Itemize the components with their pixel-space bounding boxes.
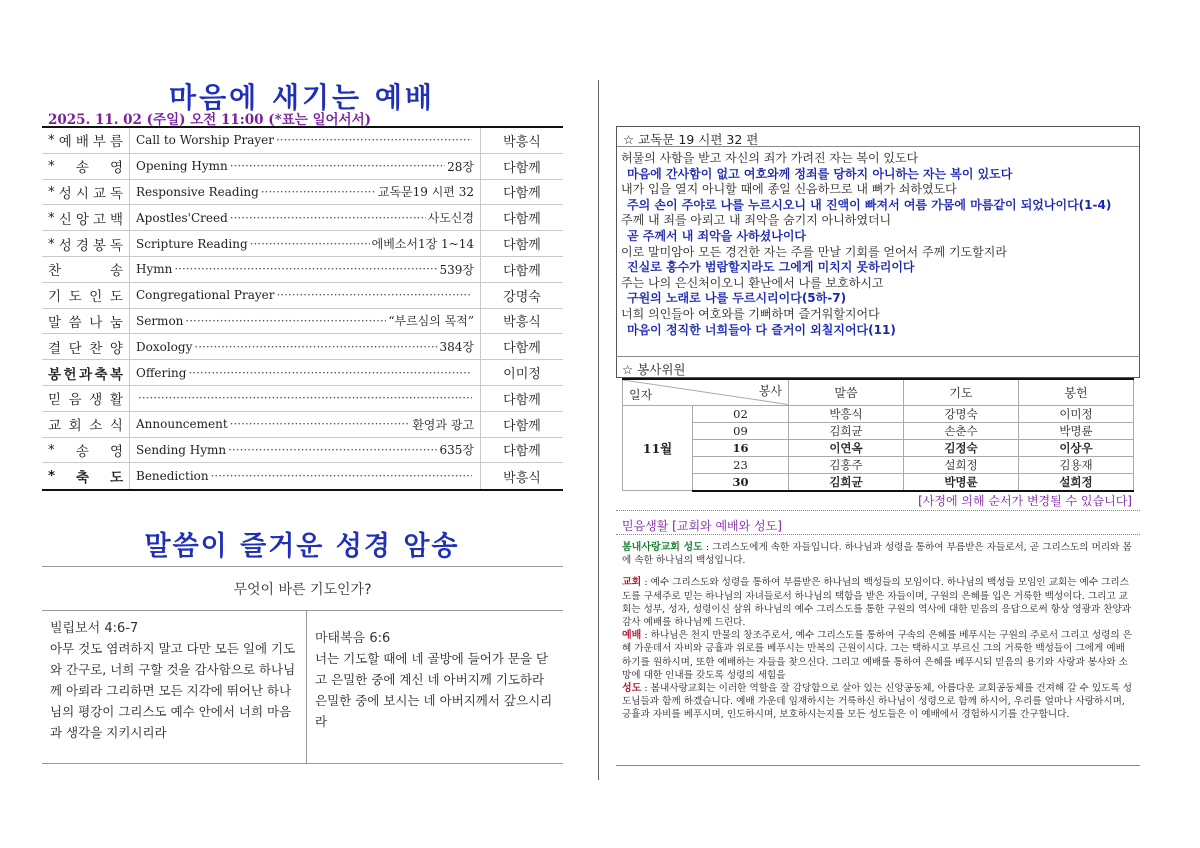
order-name: 찬 송 [42, 257, 130, 282]
order-leader-dots [194, 340, 437, 354]
service-table [622, 378, 1134, 492]
service-person: 이연옥 [789, 439, 904, 456]
order-desc [130, 360, 481, 385]
order-english: Sermon [136, 313, 184, 328]
leader-line: 내가 입을 열지 아니할 때에 종일 신음하므로 내 뼈가 쇠하였도다 [621, 182, 957, 197]
order-reference: 539장 [439, 262, 474, 277]
responsive-reading-box [616, 126, 1140, 378]
verse-text: 아무 것도 염려하지 말고 다만 모든 일에 기도와 간구로, 너희 구할 것을 감사함으로 하나님께 아뢰라 그리하면 모든 지각에 뛰어난 하나님의 평강이 그리스도 예수 안에서 너희 마음과 생각을 지키시리라 [50, 641, 296, 740]
order-leader-dots [276, 133, 472, 147]
verse-text: 너는 기도할 때에 네 골방에 들어가 문을 닫고 은밀한 중에 계신 네 아버지께 기도하라 은밀한 중에 보시는 네 아버지께서 갚으시리라 [315, 651, 553, 729]
order-name: 봉 헌 과 축 복 [42, 360, 130, 385]
order-row [42, 283, 563, 309]
worship-order-table [42, 126, 563, 491]
congregation-line: 구원의 노래로 나를 두르시리이다(5하-7) [627, 291, 847, 306]
corner-top-label: 봉사 [758, 384, 782, 398]
service-person: 김희균 [789, 473, 904, 491]
worship-dateline: 2025. 11. 02 (주일) 오전 11:00 (*표는 일어서서) [48, 112, 372, 128]
order-desc [130, 283, 481, 308]
order-leader: 다함께 [503, 392, 541, 408]
order-leader-dots [230, 417, 411, 431]
service-day: 02 [693, 405, 789, 422]
term-members: 성도 [622, 683, 642, 695]
service-day: 09 [693, 422, 789, 439]
order-english: Offering [136, 365, 187, 380]
order-reference: 교독문19 시편 32 [377, 185, 474, 200]
order-desc [130, 257, 481, 282]
service-person: 박흥식 [789, 405, 904, 422]
order-row [42, 205, 563, 231]
order-desc [130, 412, 481, 437]
order-english: Apostles'Creed [136, 210, 228, 225]
order-english: Doxology [136, 339, 193, 354]
faith-paragraph-saints [616, 541, 1140, 567]
order-row [42, 438, 563, 464]
order-row [42, 360, 563, 386]
order-leader: 다함께 [503, 238, 541, 254]
worship-title: 마음에 새기는 예배 [169, 81, 435, 114]
congregation-line: 곧 주께서 내 죄악을 사하셨나이다 [627, 228, 807, 243]
order-english: Scripture Reading [136, 236, 248, 251]
order-reference: “부르심의 목적” [388, 314, 474, 329]
service-row [623, 473, 1134, 491]
service-person: 박명륜 [1019, 422, 1134, 439]
congregation-line: 마음에 간사함이 없고 여호와께 정죄를 당하지 아니하는 자는 복이 있도다 [627, 166, 1013, 181]
order-leader-dots [261, 185, 376, 199]
order-row [42, 257, 563, 283]
order-row [42, 180, 563, 206]
service-person: 박명륜 [904, 473, 1019, 491]
congregation-line: 주의 손이 주야로 나를 누르시오니 내 진액이 빠져서 여름 가뭄에 마름같이 되었나이다(1-4) [627, 197, 1112, 212]
order-name: * 송 영 [42, 438, 130, 463]
service-month: 11월 [623, 405, 693, 491]
col-offering: 봉헌 [1019, 379, 1134, 405]
service-day: 30 [693, 473, 789, 491]
service-person: 김용재 [1019, 456, 1134, 473]
col-prayer: 기도 [904, 379, 1019, 405]
service-row [623, 405, 1134, 422]
faith-paragraph-church [616, 576, 1140, 629]
order-leader-dots [230, 211, 426, 225]
order-english: Congregational Prayer [136, 288, 275, 303]
memory-verse-box [42, 566, 563, 764]
leader-line: 주께 내 죄를 아뢰고 내 죄악을 숨기지 아니하였더니 [621, 213, 892, 228]
responsive-reading-lines [617, 147, 1139, 338]
service-person: 이상우 [1019, 439, 1134, 456]
order-leader-dots [277, 288, 473, 302]
service-heading: ☆ 봉사위원 [616, 356, 1140, 378]
service-day: 16 [693, 439, 789, 456]
leader-line: 주는 나의 은신처이오니 환난에서 나를 보호하시고 [621, 275, 884, 290]
order-leader: 다함께 [503, 186, 541, 202]
faith-life-heading: 믿음생활 [교회와 예배와 성도] [616, 511, 1140, 535]
verse-philippians [42, 611, 307, 763]
term-saints: 봄내사랑교회 성도 [622, 542, 703, 553]
order-leader: 다함께 [503, 418, 541, 434]
verse-ref: 마태복음 6:6 [315, 631, 391, 646]
order-english: Responsive Reading [136, 184, 259, 199]
order-row [42, 154, 563, 180]
term-church: 교회 [622, 577, 642, 589]
order-row [42, 231, 563, 257]
order-row [42, 463, 563, 489]
faith-text: : 하나님은 천지 만물의 창조주로서, 예수 그리스도를 통하여 구속의 은혜를 베푸시는 구원의 주로서 그리고 성령의 은혜 가운데서 자비와 긍휼과 위로를 베푸시는 만복의 근원이시다. 그는 택하시고 부르신 그의 거룩한 백성들이 그에게 예배하기를 원하시며, 또한 예배하는 자들을 찾으신다. 그리고 예배를 통하여 은혜를 베푸시되 믿음의 용기와 사랑과 봉사와 소망에 대한 인내를 갖도록 성령의 세힘을 [622, 630, 1132, 681]
order-leader: 다함께 [503, 160, 541, 176]
order-name: * 성 시 교 독 [42, 180, 130, 205]
order-english: Opening Hymn [136, 159, 228, 174]
order-row [42, 309, 563, 335]
order-reference: 635장 [439, 443, 474, 458]
order-english: Call to Worship Prayer [136, 133, 274, 148]
order-leader: 다함께 [503, 263, 541, 279]
schedule-notice: [사정에 의해 순서가 변경될 수 있습니다] [918, 494, 1132, 508]
order-name: 교 회 소 식 [42, 412, 130, 437]
congregation-line: 진실로 홍수가 범람할지라도 그에게 미치지 못하리이다 [627, 260, 915, 275]
page-divider [598, 80, 599, 780]
order-desc [130, 309, 481, 334]
order-leader-dots [211, 469, 472, 483]
order-leader: 박흥식 [503, 134, 541, 150]
faith-paragraph-worship [616, 629, 1140, 682]
order-leader: 이미정 [503, 367, 541, 383]
order-reference: 384장 [439, 340, 474, 355]
memory-question: 무엇이 바른 기도인가? [42, 567, 563, 611]
order-row [42, 334, 563, 360]
order-leader: 강명숙 [503, 289, 541, 305]
order-name: * 송 영 [42, 154, 130, 179]
service-person: 이미정 [1019, 405, 1134, 422]
order-name: 믿 음 생 활 [42, 386, 130, 411]
order-english: Hymn [136, 262, 173, 277]
service-person: 김정숙 [904, 439, 1019, 456]
faith-text: : 예수 그리스도와 성령을 통하여 부름받은 하나님의 백성들의 모임이다. 하나님의 백성들 모임인 교회는 예수 그리스도를 구세주로 믿는 하나님의 자녀들로서 하나님의 택함을 받은 자들이며, 구원의 은혜를 입은 거룩한 백성이다. 그리고 교회는 성부, 성자, 성령이신 삼위 하나님의 예수 그리스도를 통한 구원의 역사에 대한 믿음의 응답으로써 항상 영광과 찬양과 감사 예배를 하나님께 드린다. [622, 577, 1132, 629]
order-row [42, 386, 563, 412]
order-english: Benediction [136, 469, 209, 484]
order-name: 결 단 찬 양 [42, 334, 130, 359]
order-leader: 박흥식 [503, 315, 541, 331]
order-desc [130, 386, 481, 411]
order-leader: 박흥식 [503, 470, 541, 486]
order-desc [130, 128, 481, 153]
order-leader: 다함께 [503, 341, 541, 357]
service-person: 설희정 [904, 456, 1019, 473]
order-desc [130, 334, 481, 359]
service-row [623, 439, 1134, 456]
order-desc [130, 438, 481, 463]
term-worship: 예배 [622, 630, 642, 642]
order-name: * 성 경 봉 독 [42, 231, 130, 256]
order-desc [130, 205, 481, 230]
order-name: 기 도 인 도 [42, 283, 130, 308]
order-reference: 에베소서1장 1~14 [371, 237, 474, 252]
order-reference: 28장 [447, 159, 474, 174]
order-leader-dots [250, 237, 370, 251]
order-leader: 다함께 [503, 444, 541, 460]
order-leader-dots [185, 314, 386, 328]
service-person: 김희균 [789, 422, 904, 439]
congregation-line: 마음이 정직한 너희들아 다 즐거이 외칠지어다(11) [627, 322, 896, 337]
responsive-reading-heading: ☆ 교독문 19 시편 32 편 [617, 127, 1139, 147]
order-leader-dots [230, 159, 445, 173]
order-name: * 신 앙 고 백 [42, 205, 130, 230]
corner-bottom-label: 일자 [629, 387, 653, 402]
order-reference: 사도신경 [427, 211, 474, 226]
order-row [42, 128, 563, 154]
service-person: 김홍주 [789, 456, 904, 473]
leader-line: 허물의 사함을 받고 자신의 죄가 가려진 자는 복이 있도다 [621, 151, 919, 165]
verse-matthew [307, 611, 563, 763]
verse-ref: 빌립보서 4:6-7 [50, 621, 139, 636]
order-leader: 다함께 [503, 212, 541, 228]
order-english: Sending Hymn [136, 442, 227, 457]
order-english: Announcement [136, 417, 228, 432]
service-person: 설희정 [1019, 473, 1134, 491]
order-desc [130, 154, 481, 179]
leader-line: 너희 의인들아 여호와를 기뻐하며 즐거워할지어다 [621, 306, 880, 321]
order-leader-dots [174, 262, 437, 276]
order-row [42, 412, 563, 438]
col-sermon: 말씀 [789, 379, 904, 405]
order-leader-dots [138, 391, 472, 405]
order-desc [130, 231, 481, 256]
service-row [623, 422, 1134, 439]
faith-paragraph-members [616, 682, 1140, 722]
service-corner-cell [623, 379, 789, 405]
order-leader-dots [188, 366, 472, 380]
order-leader-dots [228, 443, 437, 457]
order-name: * 예 배 부 름 [42, 128, 130, 153]
order-desc [130, 463, 481, 489]
service-person: 강명숙 [904, 405, 1019, 422]
faith-text: : 봄내사랑교회는 이러한 역할을 잘 감당함으로 살아 있는 신앙공동체, 아름다운 교회공동체를 건져해 갈 수 있도록 성도님들과 함께 하겠습니다. 예배 가운데 임재하시는 거룩하신 하나님이 성령으로 함께 하시어, 우리를 얼마나 사랑하시며, 긍휼과 자비를 베푸시며, 인도하시며, 보호하시는지를 모든 성도들은 이 예배에서 경험하시기를 간구합니다. [622, 683, 1132, 721]
order-desc [130, 180, 481, 205]
faith-life-box [616, 510, 1140, 766]
service-day: 23 [693, 456, 789, 473]
service-person: 손춘수 [904, 422, 1019, 439]
service-row [623, 456, 1134, 473]
memory-verse-title: 말씀이 즐거운 성경 암송 [144, 531, 460, 562]
leader-line: 이로 말미암아 모든 경건한 자는 주를 만날 기회를 얻어서 주께 기도할지라 [621, 244, 1007, 259]
order-name: * 축 도 [42, 463, 130, 489]
order-name: 말 씀 나 눔 [42, 309, 130, 334]
order-reference: 환영과 광고 [412, 417, 474, 432]
faith-text: : 그리스도에게 속한 자들입니다. 하나님과 성령을 통하여 부름받은 자들로서, 곧 그리스도의 머리와 몸에 속한 하나님의 백성입니다. [622, 542, 1132, 567]
